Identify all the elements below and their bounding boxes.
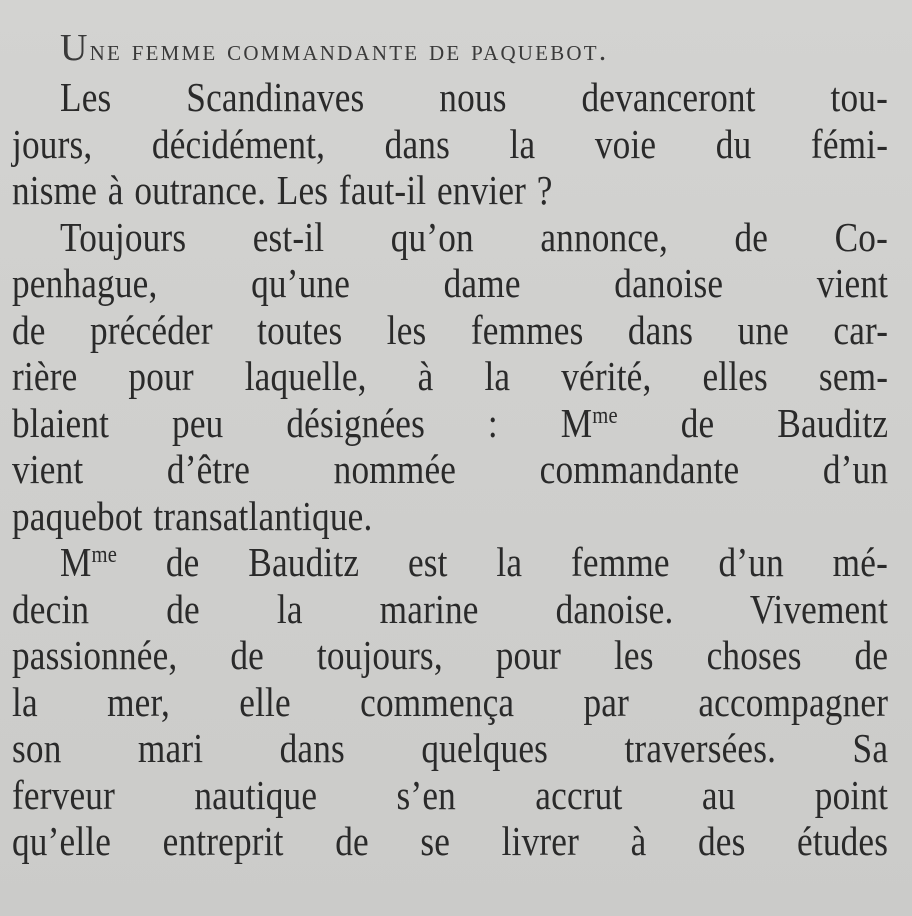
text-line: vient d’être nommée commandante d’un xyxy=(12,446,889,492)
paragraph-2 xyxy=(12,214,888,540)
text-line: la mer, elle commença par accompagner xyxy=(12,678,889,725)
text-line: paquebot transatlantique. xyxy=(12,492,373,539)
paragraph-3 xyxy=(12,539,888,865)
text-line: qu’elle entreprit de se livrer à des études xyxy=(12,818,889,864)
article-title xyxy=(60,22,888,74)
text-line: nisme à outrance. Les faut-il envier ? xyxy=(12,167,553,213)
text-line: penhague, qu’une dame danoise vient xyxy=(12,260,889,306)
paragraph-1 xyxy=(12,74,888,214)
text-line: decin de la marine danoise. Vivement xyxy=(12,585,889,632)
text-line: Les Scandinaves nous devanceront tou- xyxy=(60,74,888,120)
text-line: son mari dans quelques traversées. Sa xyxy=(12,725,889,771)
title-initial: U xyxy=(60,27,90,69)
text-line: rière pour laquelle, à la vérité, elles sem- xyxy=(12,353,889,399)
superscript: me xyxy=(91,542,118,568)
text-line: Toujours est-il qu’on annonce, de Co- xyxy=(60,213,888,260)
superscript: me xyxy=(592,402,618,429)
document-page xyxy=(12,22,888,865)
title-rest: ne femme commandante de paquebot. xyxy=(89,34,609,67)
article-body xyxy=(12,74,888,865)
text-line: jours, décidément, dans la voie du fémi- xyxy=(12,120,889,167)
text-line: passionnée, de toujours, pour les choses de xyxy=(12,632,889,678)
text-line: ferveur nautique s’en accrut au point xyxy=(12,771,889,818)
text-line: de précéder toutes les femmes dans une car- xyxy=(12,306,889,353)
text-line: $M^{me}$ de Bauditz est la femme d’un mé- xyxy=(60,539,888,585)
text-line: blaient peu désignées : $M^{me}$ de Bauditz xyxy=(12,399,889,446)
